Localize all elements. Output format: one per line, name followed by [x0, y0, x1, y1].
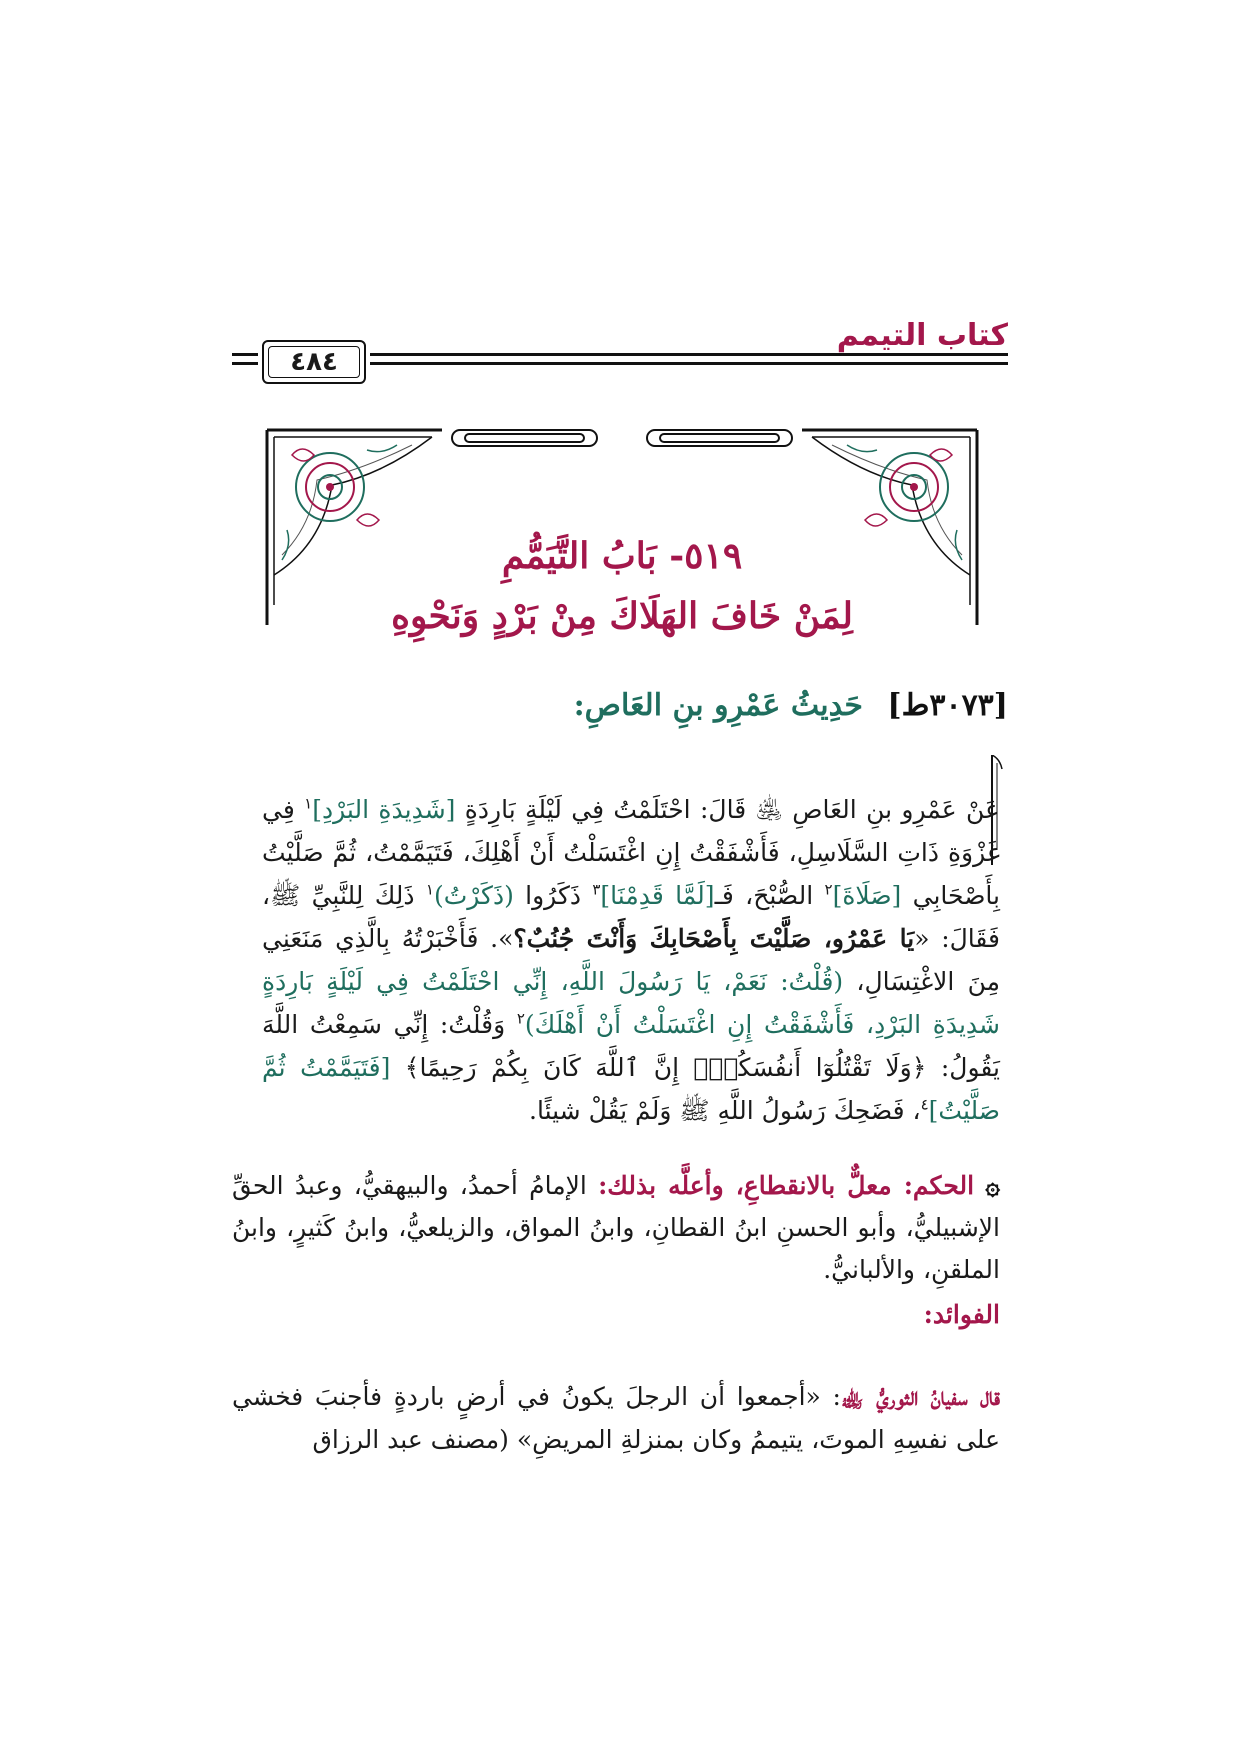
ornament-top-bars: [452, 430, 792, 446]
hadith-variant: (ذَكَرْتُ): [433, 881, 514, 910]
ruling-sign-icon: ۞: [985, 1171, 1000, 1200]
hadith-text-part: ». فَأَخْبَرْتُهُ بِالَّذِي مَنَعَنِي مِنَ الاغْتِسَالِ،: [262, 924, 1000, 996]
footnote-marker: ٤: [920, 1095, 929, 1114]
header-rule-right-top: [370, 353, 1008, 356]
hadith-variant: [لَمَّا قَدِمْنَا]: [600, 881, 715, 910]
quote-speaker: قال سفيانُ الثوريُّ ﵀: [840, 1382, 1000, 1411]
header-rule-left-top: [232, 353, 258, 356]
hadith-text-part: ، فَضَحِكَ رَسُولُ اللَّهِ ﷺ وَلَمْ يَقُلْ شيئًا.: [529, 1096, 921, 1125]
chapter-subtitle: لِمَنْ خَافَ الهَلَاكَ مِنْ بَرْدٍ وَنَحْوِهِ: [391, 595, 853, 637]
hadith-text-part: ذَكَرُوا: [513, 881, 593, 910]
footnote-marker: ١: [304, 794, 313, 813]
ruling-label: الحكم: معلٌّ بالانقطاعِ، وأعلَّه بذلك:: [598, 1171, 975, 1200]
hadith-title: حَدِيثُ عَمْرِو بنِ العَاصِ:: [573, 688, 863, 723]
prophet-speech: يَا عَمْرُو، صَلَّيْتَ بِأَصْحَابِكَ وَأَنْتَ جُنُبٌ؟: [513, 924, 915, 953]
header-rule-left-bottom: [232, 362, 258, 365]
hadith-heading: [574, 688, 1008, 723]
footnote-marker: ٢: [516, 1009, 525, 1028]
hadith-variant: [صَلَاةَ]: [832, 881, 902, 910]
quote-paragraph: [232, 1375, 1000, 1461]
hadith-text: [262, 788, 1000, 1132]
quote-text: : «أجمعوا أن الرجلَ يكونُ في أرضٍ باردةٍ فأجنبَ فخشي على نفسِهِ الموتَ، يتيممُ وكان بمنزلةِ المريضِ» (مصنف عبد الرزاق: [232, 1382, 1000, 1454]
footnote-marker: ٢: [824, 880, 833, 899]
footnote-marker: ٣: [592, 880, 601, 899]
header-rule-right-bottom: [370, 362, 1008, 365]
hadith-variant: [فَتَيَمَّمْتُ ثُمَّ صَلَّيْتُ]: [262, 1053, 1000, 1125]
chapter-title: ٥١٩- بَابُ التَّيَمُّمِ: [501, 535, 743, 577]
ruling-text: الإمامُ أحمدُ، والبيهقيُّ، وعبدُ الحقِّ الإشبيليُّ، وأبو الحسنِ ابنُ القطانِ، وابنُ المواق، والزيلعيُّ، وابنُ كَثيرٍ، وابنُ الملقنِ، والألبانيُّ.: [232, 1171, 1000, 1284]
hadith-variant: [شَدِيدَةِ البَرْدِ]: [312, 795, 456, 824]
benefits-heading: الفوائد:: [923, 1300, 1000, 1329]
hadith-text-part: الصُّبْحَ، فَـ: [714, 881, 825, 910]
running-title: كتاب التيمم: [836, 318, 1008, 353]
page-number: ٤٨٤: [290, 347, 338, 377]
ruling-paragraph: [232, 1165, 1000, 1291]
footnote-marker: ١: [425, 880, 434, 899]
hadith-variant: (قُلْتُ: نَعَمْ، يَا رَسُولَ اللَّهِ، إِنِّي احْتَلَمْتُ فِي لَيْلَةٍ بَارِدَةٍ شَدِيدَةِ البَرْدِ، فَأَشْفَقْتُ إِنِ اغْتَسَلْتُ أَنْ أَهْلَكَ): [262, 967, 1000, 1039]
hadith-text-part: ذَلِكَ لِلنَّبِيِّ ﷺ، فَقَالَ: «: [262, 881, 1001, 953]
hadith-text-part: فِي غَزْوَةِ ذَاتِ السَّلَاسِلِ، فَأَشْفَقْتُ إِنِ اغْتَسَلْتُ أَنْ أَهْلِكَ، فَتَيَمَّمْتُ، ثُمَّ صَلَّيْتُ بِأَصْحَابِي: [262, 795, 1000, 910]
hadith-number: [٣٠٧٣ط]: [887, 688, 1008, 723]
hadith-text-part: عَنْ عَمْرِو بنِ العَاصِ ﵁ قَالَ: احْتَلَمْتُ فِي لَيْلَةٍ بَارِدَةٍ: [455, 795, 1000, 824]
page-number-box: [262, 340, 366, 384]
hadith-text-part: وَقُلْتُ: إِنِّي سَمِعْتُ اللَّهَ يَقُولُ: ﴿وَلَا تَقْتُلُوٓا أَنفُسَكُمْۚ إِنَّ ٱللَّهَ كَانَ بِكُمْ رَحِيمًا﴾: [262, 1010, 1000, 1082]
